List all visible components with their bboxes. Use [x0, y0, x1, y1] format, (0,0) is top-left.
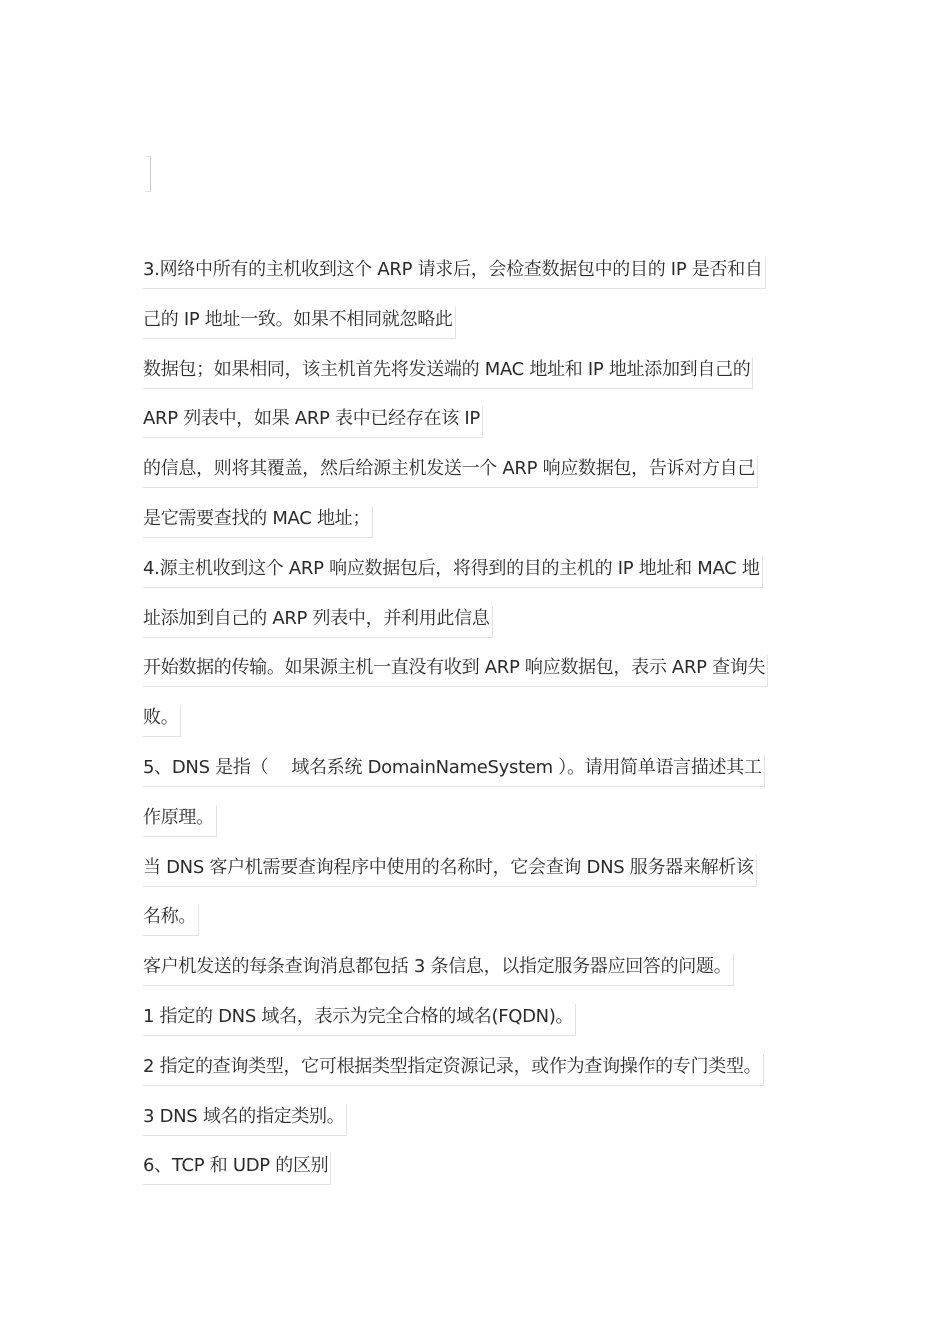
text-line-content: ARP 列表中，如果 ARP 表中已经存在该 IP	[143, 406, 483, 438]
text-line-content: 3 DNS 域名的指定类别。	[143, 1104, 347, 1136]
text-line	[143, 444, 813, 494]
text-line	[143, 245, 813, 295]
text-line	[143, 793, 813, 843]
text-line-content: 客户机发送的每条查询消息都包括 3 条信息，以指定服务器应回答的问题。	[143, 954, 734, 986]
text-line	[143, 1042, 813, 1092]
text-line-content: 的信息，则将其覆盖，然后给源主机发送一个 ARP 响应数据包，告诉对方自己	[143, 456, 758, 488]
text-line	[143, 345, 813, 395]
text-line	[143, 295, 813, 345]
text-line	[143, 544, 813, 594]
text-line-content: 是它需要查找的 MAC 地址；	[143, 506, 373, 538]
text-line-content: 己的 IP 地址一致。如果不相同就忽略此	[143, 307, 456, 339]
text-line	[143, 892, 813, 942]
text-line-content: 作原理。	[143, 805, 217, 837]
text-cursor-marker	[145, 156, 151, 192]
text-line	[143, 942, 813, 992]
text-line	[143, 643, 813, 693]
document-body	[143, 245, 813, 1191]
text-line-content: 败。	[143, 705, 181, 737]
text-line-content: 3.网络中所有的主机收到这个 ARP 请求后，会检查数据包中的目的 IP 是否和自	[143, 257, 766, 289]
text-line-content: 名称。	[143, 904, 199, 936]
text-line	[143, 594, 813, 644]
text-line	[143, 1141, 813, 1191]
text-line-content: 数据包；如果相同，该主机首先将发送端的 MAC 地址和 IP 地址添加到自己的	[143, 357, 753, 389]
text-line-content: 1 指定的 DNS 域名，表示为完全合格的域名(FQDN)。	[143, 1004, 576, 1036]
text-line-content: 5、DNS 是指（ 域名系统 DomainNameSystem ）。请用简单语言描述其工	[143, 755, 765, 787]
text-line	[143, 843, 813, 893]
text-line	[143, 394, 813, 444]
text-line-content: 4.源主机收到这个 ARP 响应数据包后，将得到的目的主机的 IP 地址和 MAC 地	[143, 556, 763, 588]
text-line-content: 址添加到自己的 ARP 列表中，并利用此信息	[143, 606, 493, 638]
text-line	[143, 693, 813, 743]
text-line-content: 6、TCP 和 UDP 的区别	[143, 1153, 331, 1185]
text-line-content: 开始数据的传输。如果源主机一直没有收到 ARP 响应数据包，表示 ARP 查询失	[143, 655, 768, 687]
text-line	[143, 743, 813, 793]
text-line-content: 当 DNS 客户机需要查询程序中使用的名称时，它会查询 DNS 服务器来解析该	[143, 855, 757, 887]
text-line	[143, 992, 813, 1042]
text-line-content: 2 指定的查询类型，它可根据类型指定资源记录，或作为查询操作的专门类型。	[143, 1054, 764, 1086]
text-line	[143, 494, 813, 544]
text-line	[143, 1092, 813, 1142]
